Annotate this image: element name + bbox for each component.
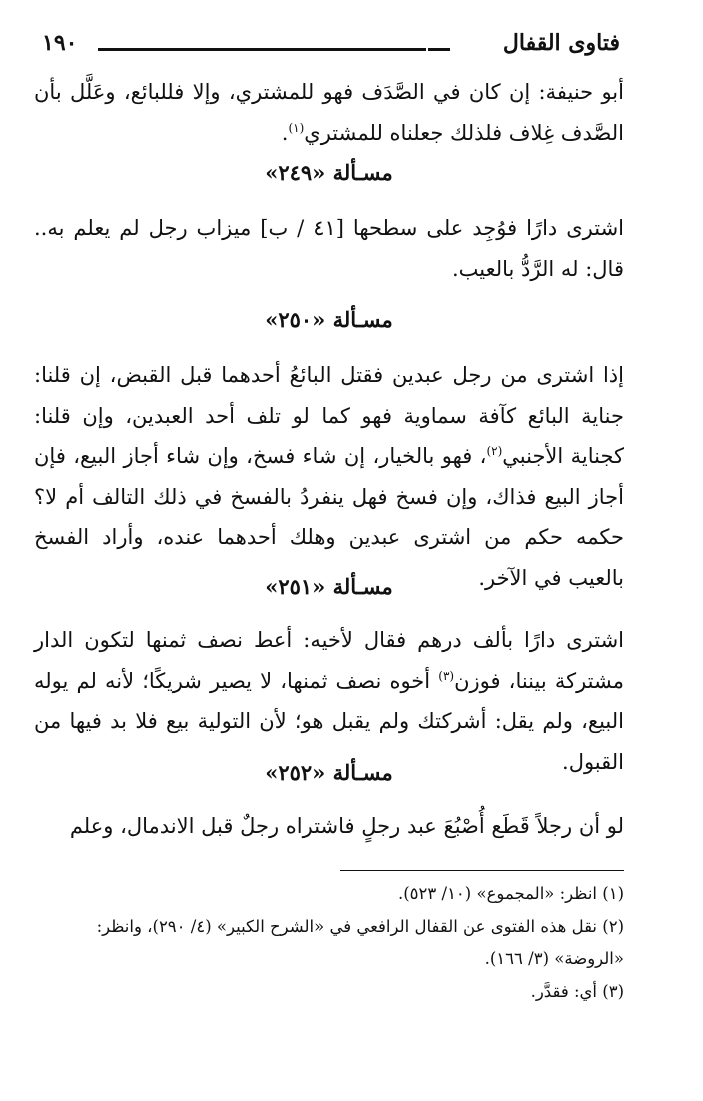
paragraph-text-continued: ، فهو بالخيار، إن شاء فسخ، وإن شاء أجاز البيع، فإن أجاز البيع فذاك، وإن فسخ فهل ينفردُ بالفسخ في ذلك التالف أم لا؟ حكمه حكم من اشترى عبدين وهلك أحدهما عنده، وأراد الفسخ بالعيب في الآخر. <box>34 444 624 590</box>
footnote-separator <box>340 870 624 871</box>
paragraph-issue-250 <box>34 355 624 598</box>
footnote-ref-1: (١) <box>288 120 305 135</box>
footnote-2: (٢) نقل هذه الفتوى عن القفال الرافعي في «الشرح الكبير» (٤/ ٢٩٠)، وانظر: «الروضة» (٣/ ١٦٦). <box>96 916 624 968</box>
paragraph-text: أبو حنيفة: إن كان في الصَّدَف فهو للمشتري، وإلا فللبائع، وعَلَّل بأن الصَّدف غِلاف فلذلك جعلناه للمشتري <box>34 80 624 145</box>
page-number: ١٩٠ <box>42 30 78 56</box>
paragraph-text: إذا اشترى من رجل عبدين فقتل البائعُ أحدهما قبل القبض، إن قلنا: جناية البائع كآفة سماوية فهو كما لو تلف أحد العبدين، وإن قلنا: كجناية الأجنبي <box>34 363 624 468</box>
issue-heading-251: مسـألة «٢٥١» <box>265 574 393 599</box>
footnote-1: (١) انظر: «المجموع» (١٠/ ٥٢٣). <box>397 884 624 903</box>
footnote-3: (٣) أي: فقدَّر. <box>530 981 624 1001</box>
paragraph-issue-249: اشترى دارًا فوُجِد على سطحها [٤١ / ب] ميزاب رجل لم يعلم به.. قال: له الرَّدُّ بالعيب. <box>34 216 624 281</box>
header-title-dash <box>428 48 450 51</box>
footnote-ref-2: (٢) <box>486 444 503 458</box>
paragraph-text-continued: أخوه نصف ثمنها، لا يصير شريكًا؛ لأنه لم يوله البيع، ولم يقل: أشركتك ولم يقبل هو؛ لأن التولية بيع فلا بد فيها من القبول. <box>34 668 624 774</box>
paragraph-text: اشترى دارًا بألف درهم فقال لأخيه: أعط نصف ثمنها لتكون الدار مشتركة بيننا، فوزن <box>34 628 624 693</box>
footnotes <box>34 878 624 1008</box>
paragraph-issue-252: لو أن رجلاً قَطَع أُصْبُعَ عبد رجلٍ فاشتراه رجلٌ قبل الاندمال، وعلم <box>69 814 624 838</box>
issue-heading-250: مسـألة «٢٥٠» <box>265 307 393 332</box>
issue-heading-252: مسـألة «٢٥٢» <box>265 760 393 785</box>
footnote-ref-3: (٣) <box>438 668 455 683</box>
header-rule <box>98 48 426 51</box>
running-title: فتاوى القفال <box>502 30 620 56</box>
paragraph-opening <box>34 72 624 153</box>
page-header <box>34 30 622 60</box>
paragraph-end: . <box>281 120 289 145</box>
issue-heading-249: مسـألة «٢٤٩» <box>265 160 393 185</box>
